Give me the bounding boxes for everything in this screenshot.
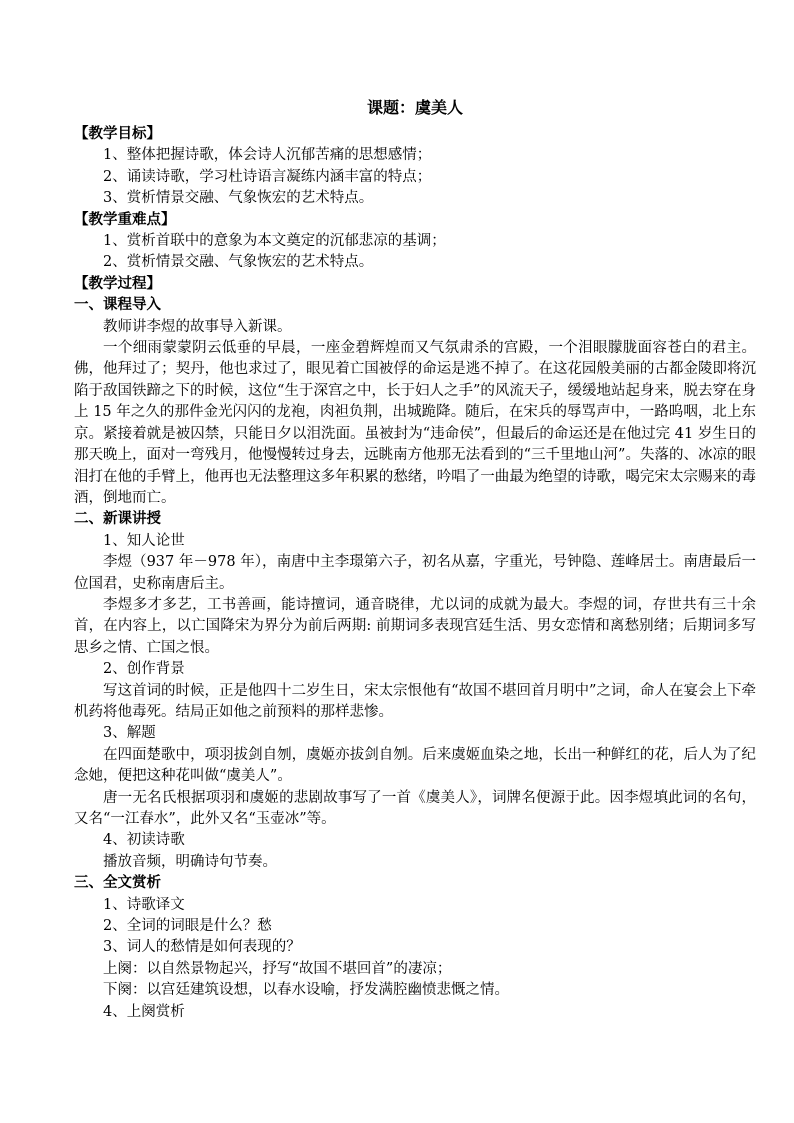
objective-item: 3、赏析情景交融、气象恢宏的艺术特点。 bbox=[103, 190, 374, 207]
appreciation-item: 2、全词的词眼是什么？愁 bbox=[103, 918, 272, 935]
appreciation-item: 上阕：以自然景物起兴，抒写“故国不堪回首”的凄凉； bbox=[103, 960, 452, 977]
subheading-title-explanation: 3、解题 bbox=[103, 725, 156, 742]
author-paragraph-2: 李煜多才多艺，工书善画，能诗擅词，通音晓律，尤以词的成就为最大。李煜的词，存世共有三十余首，在内容上，以亡国降宋为界分为前后两期: 前期词多表现宫廷生活、男女恋情和离愁别绪；后期词多写思乡之情、亡国之恨。 bbox=[74, 596, 756, 656]
section-heading-new-lesson: 二、新课讲授 bbox=[74, 511, 161, 528]
section-heading-appreciation: 三、全文赏析 bbox=[74, 875, 161, 892]
appreciation-item: 1、诗歌译文 bbox=[103, 896, 185, 913]
title-paragraph-1: 在四面楚歌中，项羽拔剑自刎，虞姬亦拔剑自刎。后来虞姬血染之地，长出一种鲜红的花，后人为了纪念她，便把这种花叫做“虞美人”。 bbox=[74, 746, 756, 785]
keypoint-item: 1、赏析首联中的意象为本文奠定的沉郁悲凉的基调； bbox=[103, 233, 446, 250]
subheading-first-reading: 4、初读诗歌 bbox=[103, 832, 185, 849]
section-heading-intro: 一、课程导入 bbox=[74, 297, 161, 314]
keypoints-heading: 【教学重难点】 bbox=[74, 211, 176, 228]
objectives-heading: 【教学目标】 bbox=[74, 126, 161, 142]
intro-line: 教师讲李煜的故事导入新课。 bbox=[103, 318, 292, 335]
subheading-author: 1、知人论世 bbox=[103, 532, 185, 549]
keypoint-item: 2、赏析情景交融、气象恢宏的艺术特点。 bbox=[103, 254, 374, 271]
appreciation-item: 3、词人的愁情是如何表现的？ bbox=[103, 939, 301, 956]
appreciation-item: 4、上阕赏析 bbox=[103, 1003, 185, 1020]
intro-story-paragraph: 一个细雨蒙蒙阴云低垂的早晨，一座金碧辉煌而又气氛肃杀的宫殿，一个泪眼朦胧面容苍白的君主。佛，他拜过了；契丹，他也求过了，眼见着亡国被俘的命运是逃不掉了。在这花园般美丽的古都金陵即将沉陷于敌国铁蹄之下的时候，这位“生于深宫之中，长于妇人之手”的风流天子，缓缓地站起身来，脱去穿在身上 15 年之久的那件金光闪闪的龙袍，肉袒负荆，出城跪降。随后，在宋兵的辱骂声中，一路呜咽，北上东京。紧接着就是被囚禁，只能日夕以泪洗面。虽被封为“违命侯”，但最后的命运还是在他过完 41 岁生日的那天晚上，面对一弯残月，他慢慢转过身去，远眺南方他那无法看到的“三千里地山河”。失落的、冰凉的眼泪打在他的手臂上，他再也无法整理这多年积累的愁绪，吟唱了一曲最为绝望的诗歌，喝完宋太宗赐来的毒酒，倒地而亡。 bbox=[74, 340, 756, 506]
objective-item: 2、诵读诗歌，学习杜诗语言凝练内涵丰富的特点； bbox=[103, 168, 432, 185]
process-heading: 【教学过程】 bbox=[74, 275, 161, 292]
first-reading-line: 播放音频，明确诗句节奏。 bbox=[103, 853, 277, 870]
title-paragraph-2: 唐一无名氏根据项羽和虞姬的悲剧故事写了一首《虞美人》，词牌名便源于此。因李煜填此词的名句，又名“一江春水”，此外又名“玉壶冰”等。 bbox=[74, 789, 756, 827]
page-title: 课题：虞美人 bbox=[366, 98, 463, 117]
background-paragraph: 写这首词的时候，正是他四十二岁生日，宋太宗恨他有“故国不堪回首月明中”之词，命人在宴会上下牵机药将他毒死。结局正如他之前预料的那样悲惨。 bbox=[74, 682, 756, 720]
appreciation-item: 下阕：以宫廷建筑设想，以春水设喻，抒发满腔幽愤悲慨之情。 bbox=[103, 982, 509, 999]
document-page bbox=[74, 96, 756, 1023]
subheading-background: 2、创作背景 bbox=[103, 661, 185, 678]
author-paragraph-1: 李煜（937 年－978 年），南唐中主李璟第六子，初名从嘉，字重光，号钟隐、莲峰居士。南唐最后一位国君，史称南唐后主。 bbox=[74, 554, 756, 592]
objective-item: 1、整体把握诗歌，体会诗人沉郁苦痛的思想感情； bbox=[103, 147, 432, 164]
